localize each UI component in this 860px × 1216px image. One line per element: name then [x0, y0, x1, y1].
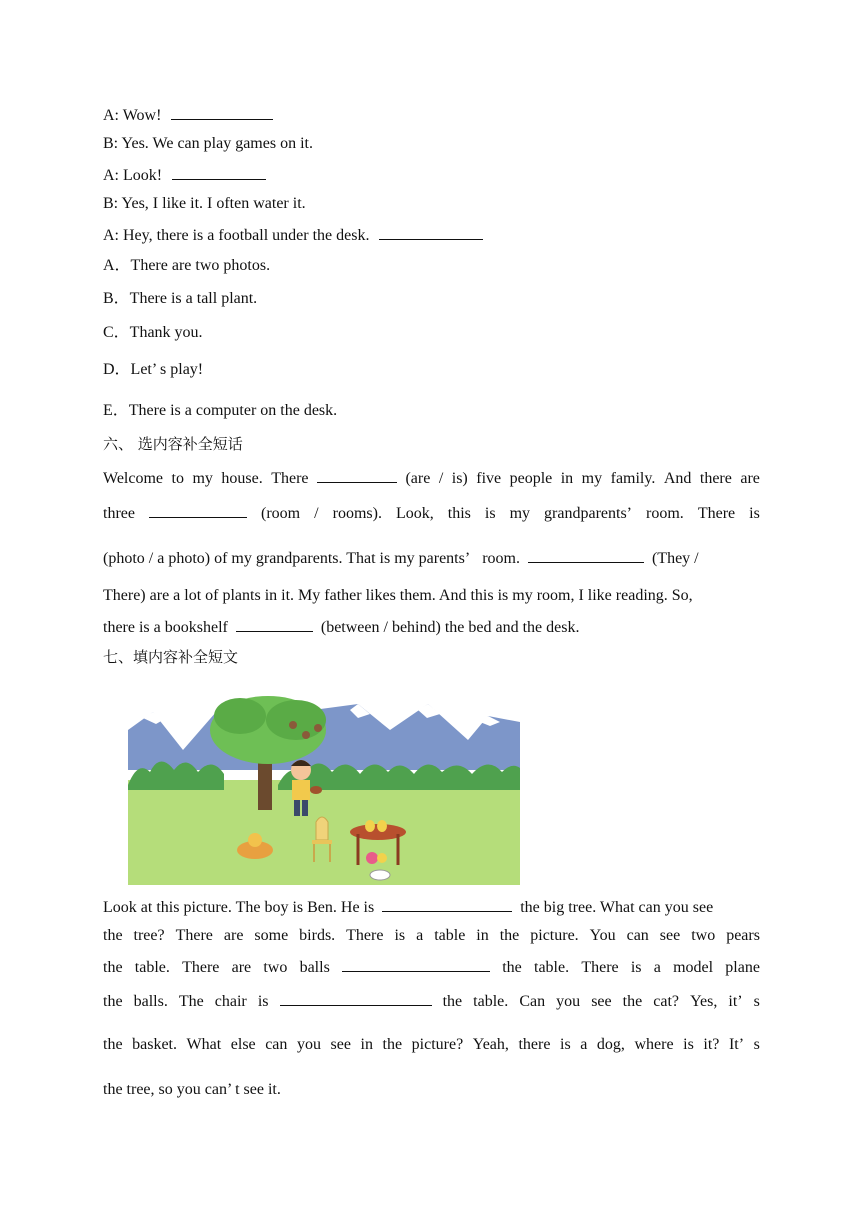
word: it?: [703, 1036, 720, 1053]
word: is: [749, 505, 760, 522]
dialogue-text: A: Hey, there is a football under the desk.: [103, 227, 370, 244]
word: is): [451, 470, 468, 487]
word: people: [509, 470, 553, 487]
section-7-line-1: Look at this picture. The boy is Ben. He is the big tree. What can you see: [103, 896, 713, 918]
word: tree?: [133, 927, 165, 944]
dialogue-text: A: Wow!: [103, 107, 162, 124]
word: There: [581, 959, 619, 976]
section-6-line-4: There) are a lot of plants in it. My father likes them. And this is my room, I like reading. So,: [103, 587, 693, 604]
word: can: [265, 1036, 288, 1053]
word: two: [691, 927, 716, 944]
word: three: [103, 505, 135, 522]
word: s: [753, 1036, 760, 1053]
word: You: [589, 927, 616, 944]
word: table.: [134, 959, 170, 976]
word: my: [581, 470, 603, 487]
word: the: [502, 959, 522, 976]
section-6-line-1: [103, 467, 760, 489]
word: the: [103, 927, 123, 944]
word: a: [580, 1036, 588, 1053]
word: Look,: [395, 505, 434, 522]
answer-blank[interactable]: [317, 467, 397, 483]
answer-blank[interactable]: [236, 616, 313, 632]
word: picture.: [530, 927, 579, 944]
word: Yeah,: [472, 1036, 509, 1053]
word: can: [626, 927, 649, 944]
section-7-heading: 七、填内容补全短文: [103, 648, 239, 666]
answer-blank[interactable]: [171, 104, 273, 120]
word: the: [382, 1036, 403, 1053]
word: balls.: [133, 993, 168, 1010]
word: dog,: [596, 1036, 625, 1053]
section-7-line-5: [103, 1035, 760, 1055]
word: you: [296, 1036, 321, 1053]
word: two: [263, 959, 288, 976]
word: birds.: [299, 927, 336, 944]
word: is: [484, 505, 496, 522]
word: table: [434, 927, 466, 944]
word: (are: [405, 470, 431, 487]
word: table.: [473, 993, 509, 1010]
dialogue-line-4: B: Yes, I like it. I often water it.: [103, 195, 306, 212]
word: There: [346, 927, 384, 944]
word: see: [330, 1036, 351, 1053]
word: is: [630, 959, 642, 976]
word: my: [192, 470, 213, 487]
word: are: [223, 927, 244, 944]
word: family.: [610, 470, 656, 487]
word: you: [556, 993, 581, 1010]
word: chair: [214, 993, 247, 1010]
word: the: [103, 993, 123, 1010]
word: see: [659, 927, 681, 944]
word: balls: [299, 959, 330, 976]
word: There: [182, 959, 220, 976]
word: else: [230, 1036, 256, 1053]
word: Welcome: [103, 470, 164, 487]
word: is: [394, 927, 406, 944]
answer-blank[interactable]: [149, 502, 247, 518]
section-7-line-3: [103, 956, 760, 978]
word: The: [178, 993, 204, 1010]
word: the: [499, 927, 520, 944]
word: my: [509, 505, 531, 522]
word: are: [231, 959, 252, 976]
word: in: [360, 1036, 373, 1053]
option-c: C．Thank you.: [103, 324, 203, 341]
word: some: [254, 927, 289, 944]
word: there: [518, 1036, 551, 1053]
option-e: E．There is a computer on the desk.: [103, 402, 338, 419]
word: in: [560, 470, 574, 487]
section-7-line-2: [103, 926, 760, 946]
word: /: [438, 470, 444, 487]
word: plane: [725, 959, 760, 976]
section-7-line-4: [103, 990, 760, 1012]
word: the: [442, 993, 463, 1010]
word: /: [314, 505, 319, 522]
dialogue-line-2: B: Yes. We can play games on it.: [103, 135, 313, 152]
answer-blank[interactable]: [172, 164, 266, 180]
word: see: [591, 993, 612, 1010]
word: the: [622, 993, 643, 1010]
word: cat?: [653, 993, 680, 1010]
section-6-heading: 六、 选内容补全短话: [103, 435, 243, 453]
answer-blank[interactable]: [342, 956, 490, 972]
word: to: [171, 470, 184, 487]
word: And: [663, 470, 692, 487]
word: it’: [728, 993, 743, 1010]
word: rooms).: [332, 505, 382, 522]
section-7-line-6: the tree, so you can’ t see it.: [103, 1081, 281, 1098]
word: is: [560, 1036, 571, 1053]
word: there: [699, 470, 732, 487]
word: is: [257, 993, 269, 1010]
word: basket.: [132, 1036, 177, 1053]
word: pears: [726, 927, 760, 944]
word: There: [271, 470, 309, 487]
option-a: A．There are two photos.: [103, 257, 271, 274]
word: table.: [534, 959, 570, 976]
word: model: [673, 959, 714, 976]
section-6-line-5: there is a bookshelf (between / behind) the bed and the desk.: [103, 616, 579, 638]
dialogue-line-1: [103, 104, 273, 126]
word: five: [476, 470, 502, 487]
answer-blank[interactable]: [528, 547, 644, 563]
word: There: [175, 927, 213, 944]
word: grandparents’: [544, 505, 633, 522]
word: There: [697, 505, 736, 522]
park-scene-illustration: [128, 690, 520, 885]
section-6-line-2: [103, 502, 760, 524]
word: house.: [221, 470, 263, 487]
word: a: [416, 927, 424, 944]
word: are: [740, 470, 760, 487]
dialogue-line-5: [103, 224, 483, 246]
word: the: [103, 1036, 123, 1053]
word: in: [476, 927, 489, 944]
word: s: [753, 993, 760, 1010]
answer-blank[interactable]: [382, 896, 512, 912]
word: room.: [646, 505, 684, 522]
word: (room: [261, 505, 301, 522]
option-b: B．There is a tall plant.: [103, 290, 258, 307]
option-d: D．Let’ s play!: [103, 361, 204, 378]
word: a: [653, 959, 661, 976]
word: Can: [519, 993, 546, 1010]
dialogue-text: A: Look!: [103, 167, 163, 184]
answer-blank[interactable]: [379, 224, 483, 240]
word: picture?: [411, 1036, 464, 1053]
section-6-line-3: (photo / a photo) of my grandparents. That is my parents’ room. (They /: [103, 547, 699, 569]
word: the: [103, 959, 123, 976]
dialogue-line-3: [103, 164, 266, 186]
word: is: [683, 1036, 694, 1053]
word: It’: [728, 1036, 745, 1053]
answer-blank[interactable]: [280, 990, 432, 1006]
word: where: [634, 1036, 674, 1053]
word: What: [186, 1036, 222, 1053]
word: Yes,: [690, 993, 718, 1010]
word: this: [447, 505, 471, 522]
